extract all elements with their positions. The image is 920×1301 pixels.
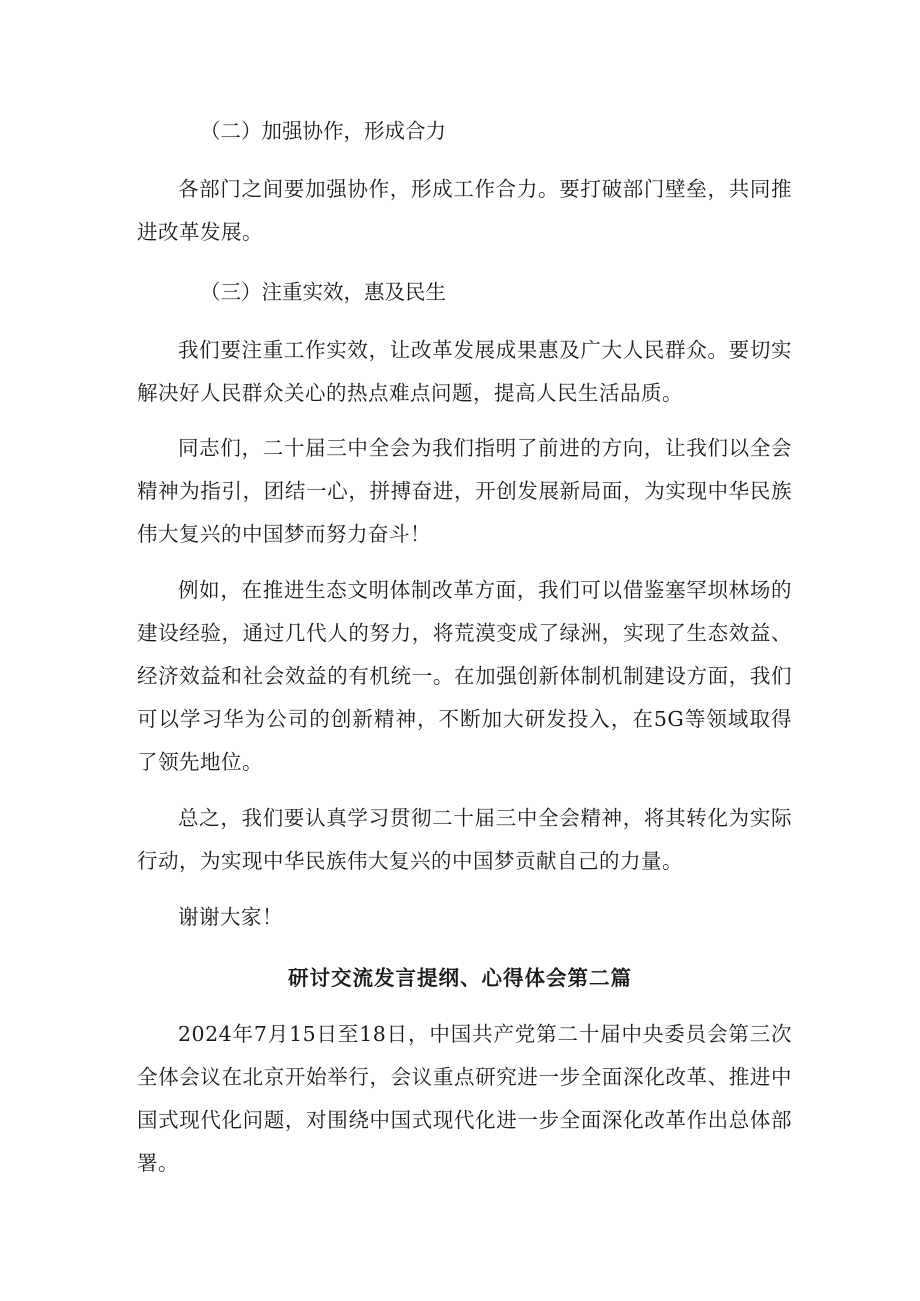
paragraph-summary: 总之，我们要认真学习贯彻二十届三中全会精神，将其转化为实际行动，为实现中华民族伟大复兴的中国梦贡献自己的力量。 (137, 806, 792, 873)
paragraph-comrades: 同志们，二十届三中全会为我们指明了前进的方向，让我们以全会精神为指引，团结一心，拼搏奋进，开创发展新局面，为实现中华民族伟大复兴的中国梦而努力奋斗！ (137, 436, 792, 546)
paragraph-effectiveness: 我们要注重工作实效，让改革发展成果惠及广大人民群众。要切实解决好人民群众关心的热点难点问题，提高人民生活品质。 (137, 338, 792, 405)
subheading-effectiveness: （三）注重实效，惠及民生 (200, 280, 446, 304)
subheading-cooperation: （二）加强协作，形成合力 (200, 119, 446, 143)
paragraph-example: 例如，在推进生态文明体制改革方面，我们可以借鉴塞罕坝林场的建设经验，通过几代人的努力，将荒漠变成了绿洲，实现了生态效益、经济效益和社会效益的有机统一。在加强创新体制机制建设方面，我们可以学习华为公司的创新精神，不断加大研发投入，在5G等领域取得了领先地位。 (137, 578, 792, 774)
paragraph-cooperation: 各部门之间要加强协作，形成工作合力。要打破部门壁垒，共同推进改革发展。 (137, 177, 792, 244)
paragraph-plenum: 2024年7月15日至18日，中国共产党第二十届中央委员会第三次全体会议在北京开始举行，会议重点研究进一步全面深化改革、推进中国式现代化问题，对围绕中国式现代化进一步全面深化改革作出总体部署。 (137, 1022, 792, 1175)
closing-thanks: 谢谢大家！ (178, 905, 283, 929)
section-title: 研讨交流发言提纲、心得体会第二篇 (288, 966, 632, 990)
